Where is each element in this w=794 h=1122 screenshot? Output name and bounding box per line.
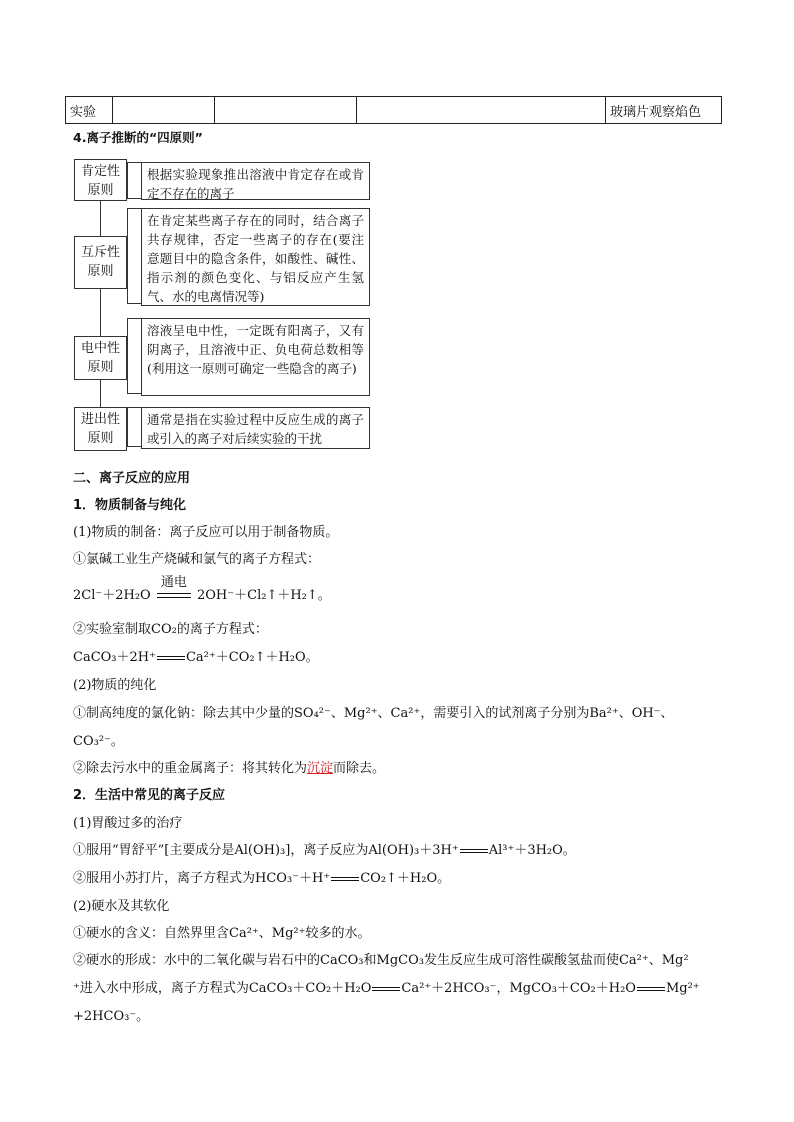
principle-desc-in-out: 通常是指在实验过程中反应生成的离子或引入的离子对后续实验的干扰 — [141, 407, 370, 449]
paragraph: CO₃²⁻。 — [73, 734, 124, 749]
paragraph: ②除去污水中的重金属离子：将其转化为沉淀而除去。 — [73, 761, 386, 776]
paragraph: +2HCO₃⁻。 — [73, 1009, 150, 1024]
connector-line — [100, 380, 101, 407]
principle-desc-electroneutral: 溶液呈电中性，一定既有阳离子，又有阴离子，且溶液中正、负电荷总数相等(利用这一原则可确定一些隐含的离子) — [141, 318, 370, 396]
connector-line — [100, 201, 101, 236]
paragraph: ②实验室制取CO₂的离子方程式： — [73, 622, 268, 637]
paragraph: (1)物质的制备：离子反应可以用于制备物质。 — [73, 525, 339, 540]
bracket — [127, 208, 142, 304]
paragraph: (1)胃酸过多的治疗 — [73, 816, 183, 831]
experiment-table — [65, 96, 722, 124]
paragraph: ①硬水的含义：自然界里含Ca²⁺、Mg²⁺较多的水。 — [73, 926, 371, 941]
paragraph: ②硬水的形成：水中的二氧化碳与岩石中的CaCO₃和MgCO₃发生反应生成可溶性碳酸氢盐而使Ca²⁺、Mg² — [73, 953, 689, 968]
paragraph: ①氯碱工业生产烧碱和氯气的离子方程式： — [73, 552, 321, 567]
principle-desc-exclusive: 在肯定某些离子存在的同时，结合离子共存规律，否定一些离子的存在(要注意题目中的隐含条件，如酸性、碱性、指示剂的颜色变化、与铝反应产生氢气、水的电离情况等) — [141, 208, 370, 306]
principle-name-in-out: 进出性 原则 — [74, 407, 127, 451]
paragraph: ⁺进入水中形成，离子方程式为CaCO₃＋CO₂＋H₂O Ca²⁺＋2HCO₃⁻，MgCO₃＋CO₂＋H₂O Mg²⁺ — [73, 981, 700, 996]
bracket — [127, 407, 142, 447]
equation-co2: CaCO₃＋2H⁺ Ca²⁺＋CO₂↑＋H₂O。 — [73, 650, 319, 665]
principle-name-exclusive: 互斥性 原则 — [74, 236, 127, 289]
principle-name-affirmative: 肯定性 原则 — [74, 159, 127, 201]
subsection-title-daily-life: 2．生活中常见的离子反应 — [73, 788, 226, 803]
paragraph: ①制高纯度的氯化钠：除去其中少量的SO₄²⁻、Mg²⁺、Ca²⁺，需要引入的试剂离子分别为Ba²⁺、OH⁻、 — [73, 706, 674, 721]
subsection-title-preparation: 1．物质制备与纯化 — [73, 498, 187, 513]
table-cell-flame-color: 玻璃片观察焰色 — [606, 97, 722, 124]
table-cell-empty — [215, 97, 357, 124]
paragraph: (2)硬水及其软化 — [73, 899, 170, 914]
table-cell-empty — [357, 97, 606, 124]
highlight-precipitate: 沉淀 — [307, 761, 334, 776]
principle-name-electroneutral: 电中性 原则 — [74, 336, 127, 380]
connector-line — [100, 289, 101, 336]
table-cell-experiment: 实验 — [66, 97, 113, 124]
heading-four-principles: 4.离子推断的“四原则” — [73, 130, 203, 145]
table-cell-empty — [113, 97, 215, 124]
section-title-applications: 二、离子反应的应用 — [73, 471, 191, 486]
equation-chlor-alkali: 2Cl⁻＋2H₂O 通电 2OH⁻＋Cl₂↑＋H₂↑。 — [73, 584, 331, 603]
bracket — [127, 162, 142, 199]
paragraph: ①服用“胃舒平”[主要成分是Al(OH)₃]，离子反应为Al(OH)₃＋3H⁺ Al³⁺＋3H₂O。 — [73, 843, 576, 858]
condition-electrolysis: 通电 — [160, 575, 187, 590]
principle-desc-affirmative: 根据实验现象推出溶液中肯定存在或肯定不存在的离子 — [141, 162, 370, 200]
bracket — [127, 318, 142, 394]
paragraph: (2)物质的纯化 — [73, 678, 157, 693]
paragraph: ②服用小苏打片，离子方程式为HCO₃⁻＋H⁺ CO₂↑＋H₂O。 — [73, 871, 451, 886]
